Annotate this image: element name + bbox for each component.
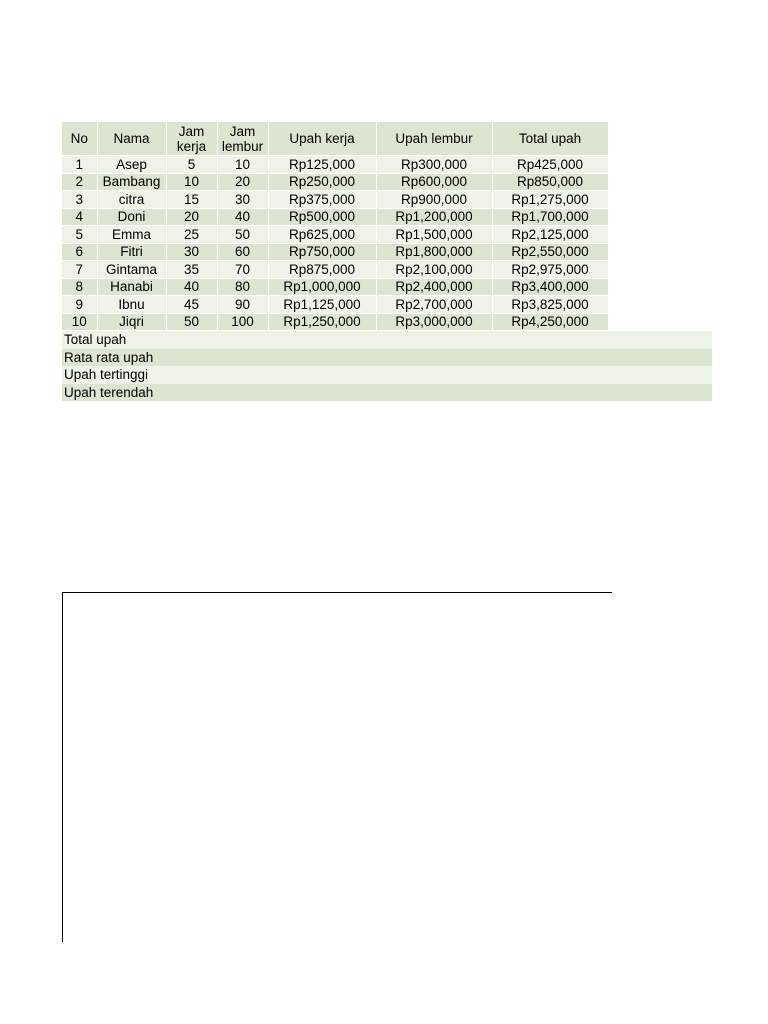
cell-nama: citra [97,191,166,209]
cell-total-upah: Rp850,000 [492,173,608,191]
summary-row-upah-tertinggi [62,366,712,384]
header-no: No [62,122,97,156]
header-jam-kerja: Jam kerja [166,122,217,156]
summary-label: Total upah [62,331,610,349]
cell-jam-lembur: 80 [217,278,268,296]
summary-value [610,331,712,349]
cell-upah-kerja: Rp1,250,000 [268,313,376,331]
cell-nama: Fitri [97,243,166,261]
cell-nama: Emma [97,226,166,244]
cell-no: 9 [62,296,97,314]
cell-nama: Asep [97,156,166,174]
table-row [62,208,608,226]
cell-jam-kerja: 25 [166,226,217,244]
cell-upah-kerja: Rp375,000 [268,191,376,209]
summary-row-total-upah [62,331,712,349]
cell-total-upah: Rp2,550,000 [492,243,608,261]
cell-jam-lembur: 10 [217,156,268,174]
table-row [62,226,608,244]
cell-jam-lembur: 60 [217,243,268,261]
cell-jam-kerja: 20 [166,208,217,226]
cell-upah-kerja: Rp875,000 [268,261,376,279]
cell-upah-lembur: Rp2,400,000 [376,278,492,296]
table-row [62,296,608,314]
cell-upah-lembur: Rp2,100,000 [376,261,492,279]
cell-no: 3 [62,191,97,209]
cell-total-upah: Rp1,275,000 [492,191,608,209]
table-row [62,278,608,296]
cell-nama: Hanabi [97,278,166,296]
table-row [62,156,608,174]
cell-jam-kerja: 10 [166,173,217,191]
cell-jam-kerja: 40 [166,278,217,296]
cell-total-upah: Rp3,825,000 [492,296,608,314]
cell-no: 6 [62,243,97,261]
summary-section [62,331,712,401]
cell-upah-lembur: Rp300,000 [376,156,492,174]
header-nama: Nama [97,122,166,156]
table-row [62,243,608,261]
cell-total-upah: Rp2,975,000 [492,261,608,279]
table-row [62,191,608,209]
cell-nama: Bambang [97,173,166,191]
cell-total-upah: Rp4,250,000 [492,313,608,331]
summary-value [610,349,712,367]
header-jam-lembur: Jam lembur [217,122,268,156]
table-row [62,261,608,279]
cell-jam-kerja: 30 [166,243,217,261]
table-header-row [62,122,608,156]
cell-upah-kerja: Rp125,000 [268,156,376,174]
cell-no: 2 [62,173,97,191]
cell-nama: Gintama [97,261,166,279]
cell-upah-lembur: Rp600,000 [376,173,492,191]
cell-no: 4 [62,208,97,226]
cell-upah-kerja: Rp250,000 [268,173,376,191]
cell-jam-lembur: 90 [217,296,268,314]
cell-nama: Ibnu [97,296,166,314]
cell-upah-kerja: Rp500,000 [268,208,376,226]
cell-upah-lembur: Rp2,700,000 [376,296,492,314]
cell-jam-lembur: 40 [217,208,268,226]
summary-label: Upah terendah [62,384,610,402]
summary-row-upah-terendah [62,384,712,402]
cell-upah-kerja: Rp625,000 [268,226,376,244]
cell-jam-lembur: 100 [217,313,268,331]
cell-total-upah: Rp425,000 [492,156,608,174]
cell-no: 1 [62,156,97,174]
cell-total-upah: Rp1,700,000 [492,208,608,226]
cell-jam-kerja: 35 [166,261,217,279]
cell-jam-kerja: 50 [166,313,217,331]
cell-upah-kerja: Rp750,000 [268,243,376,261]
summary-label: Upah tertinggi [62,366,610,384]
cell-upah-lembur: Rp1,200,000 [376,208,492,226]
cell-jam-lembur: 20 [217,173,268,191]
cell-total-upah: Rp3,400,000 [492,278,608,296]
cell-no: 8 [62,278,97,296]
empty-chart-frame [62,592,612,942]
cell-no: 5 [62,226,97,244]
cell-upah-kerja: Rp1,125,000 [268,296,376,314]
header-upah-kerja: Upah kerja [268,122,376,156]
cell-upah-kerja: Rp1,000,000 [268,278,376,296]
cell-jam-lembur: 70 [217,261,268,279]
cell-upah-lembur: Rp1,800,000 [376,243,492,261]
cell-nama: Jiqri [97,313,166,331]
cell-jam-lembur: 50 [217,226,268,244]
cell-jam-lembur: 30 [217,191,268,209]
cell-upah-lembur: Rp900,000 [376,191,492,209]
summary-value [610,366,712,384]
cell-upah-lembur: Rp3,000,000 [376,313,492,331]
header-total-upah: Total upah [492,122,608,156]
cell-jam-kerja: 5 [166,156,217,174]
cell-total-upah: Rp2,125,000 [492,226,608,244]
cell-upah-lembur: Rp1,500,000 [376,226,492,244]
cell-jam-kerja: 45 [166,296,217,314]
cell-no: 7 [62,261,97,279]
summary-row-rata-rata-upah [62,349,712,367]
cell-nama: Doni [97,208,166,226]
table-row [62,313,608,331]
summary-value [610,384,712,402]
wage-table [62,122,609,331]
table-row [62,173,608,191]
cell-jam-kerja: 15 [166,191,217,209]
summary-label: Rata rata upah [62,349,610,367]
header-upah-lembur: Upah lembur [376,122,492,156]
cell-no: 10 [62,313,97,331]
